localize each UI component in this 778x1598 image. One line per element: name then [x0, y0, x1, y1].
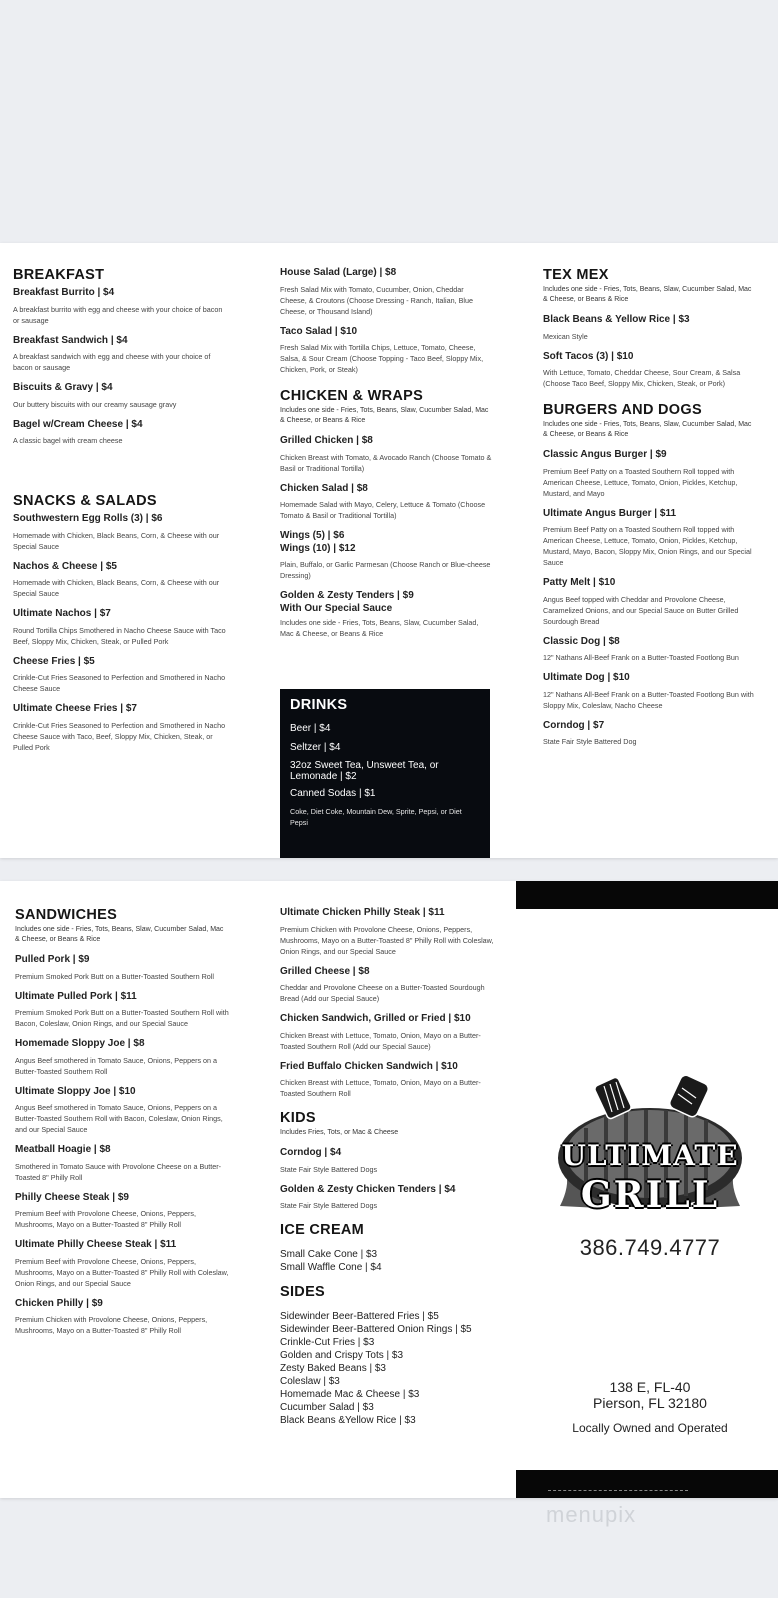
menu-item	[280, 966, 495, 1005]
menu-item	[15, 1192, 230, 1231]
item-name: Chicken Sandwich, Grilled or Fried | $10	[280, 1013, 471, 1024]
item-name: Taco Salad | $10	[280, 325, 358, 337]
item-name: Classic Dog | $8	[543, 635, 620, 647]
bottom-black-bar	[516, 1470, 778, 1498]
menu-item	[543, 314, 758, 342]
menu-item	[280, 907, 495, 957]
logo-text-top: ULTIMATE	[561, 1139, 739, 1172]
item-name: Wings (5) | $6	[280, 530, 345, 541]
watermark: menupix	[546, 1502, 637, 1527]
menu-item	[543, 636, 758, 664]
item-name: Corndog | $7	[543, 719, 605, 731]
sides-heading: SIDES	[280, 1284, 326, 1300]
menu-item	[15, 991, 230, 1030]
breakfast-items	[13, 287, 228, 446]
item-name: House Salad (Large) | $8	[280, 267, 397, 278]
divider	[548, 1490, 688, 1491]
menu-item	[15, 1239, 230, 1289]
menu-item	[13, 561, 228, 600]
menu-item	[13, 419, 228, 447]
menu-panel-bottom	[0, 881, 778, 1498]
menu-item	[280, 435, 492, 474]
column-middle	[280, 907, 495, 1427]
menu-item	[15, 954, 230, 982]
menu-item	[13, 656, 228, 695]
column-middle	[280, 267, 492, 648]
item-desc: A breakfast sandwich with egg and cheese with your choice of bacon or sausage	[13, 352, 211, 372]
item-name: Breakfast Sandwich | $4	[13, 334, 128, 346]
menu-item	[280, 1013, 495, 1052]
column-right	[543, 267, 758, 756]
menu-item	[13, 703, 228, 753]
item-name: Soft Tacos (3) | $10	[543, 350, 634, 362]
menu-item	[13, 382, 228, 410]
drink-item: 32oz Sweet Tea, Unsweet Tea, or Lemonade | $2	[290, 760, 439, 782]
logo-text	[540, 1139, 760, 1216]
item-desc: With Lettuce, Tomato, Cheddar Cheese, Sour Cream, & Salsa (Choose Taco Beef, Sloppy Mix, Chicken, Steak, or Pork)	[543, 368, 741, 388]
kids-note: Includes Fries, Tots, or Mac & Cheese	[280, 1129, 399, 1136]
tex-mex-heading: TEX MEX	[543, 267, 609, 283]
item-desc: Homemade with Chicken, Black Beans, Corn, & Cheese with our Special Sauce	[13, 578, 220, 598]
contact-block	[540, 1235, 760, 1435]
menu-item	[15, 1144, 230, 1183]
menu-item	[13, 513, 228, 552]
side-item: Sidewinder Beer-Battered Fries | $5	[280, 1311, 439, 1322]
item-name: Ultimate Chicken Philly Steak | $11	[280, 907, 445, 918]
chicken-items	[280, 435, 492, 639]
side-item: Sidewinder Beer-Battered Onion Rings | $5	[280, 1324, 472, 1335]
drinks-box	[280, 689, 490, 858]
item-desc: Fresh Salad Mix with Tortilla Chips, Lettuce, Tomato, Cheese, Salsa, & Sour Cream (Choose Topping - Taco Beef, Sloppy Mix, Chicken, Pork, or Steak)	[280, 343, 484, 374]
item-name: Ultimate Cheese Fries | $7	[13, 703, 137, 714]
burger-items	[543, 449, 758, 747]
item-desc: Crinkle-Cut Fries Seasoned to Perfection and Smothered in Nacho Cheese Sauce	[13, 673, 226, 693]
snacks-heading: SNACKS & SALADS	[13, 493, 157, 509]
item-desc: Our buttery biscuits with our creamy sausage gravy	[13, 399, 177, 409]
item-name: Golden & Zesty Tenders | $9	[280, 590, 414, 601]
menu-panel-top	[0, 243, 778, 858]
item-desc: Homemade Salad with Mayo, Celery, Lettuce & Tomato (Choose Tomato & Basil or Traditional Tortilla)	[280, 500, 486, 520]
tex-mex-note: Includes one side - Fries, Tots, Beans, Slaw, Cucumber Salad, Mac & Cheese, or Beans & Rice	[543, 286, 752, 303]
menu-item	[280, 1184, 495, 1212]
item-desc: State Fair Style Battered Dogs	[280, 1201, 378, 1210]
burgers-dogs-heading: BURGERS AND DOGS	[543, 402, 702, 418]
menu-item	[15, 1298, 230, 1337]
item-name: Philly Cheese Steak | $9	[15, 1191, 129, 1203]
item-desc: Chicken Breast with Lettuce, Tomato, Onion, Mayo on a Butter-Toasted Southern Roll (Add our Special Sauce)	[280, 1030, 481, 1051]
item-desc: State Fair Style Battered Dog	[543, 737, 637, 746]
menu-item	[280, 1147, 495, 1175]
item-name: Chicken Salad | $8	[280, 482, 368, 494]
drink-item: Canned Sodas | $1	[290, 788, 376, 799]
item-name: Homemade Sloppy Joe | $8	[15, 1038, 145, 1049]
item-name: Chicken Philly | $9	[15, 1297, 103, 1309]
item-name: Cheese Fries | $5	[13, 655, 95, 667]
snacks-items	[13, 513, 228, 753]
item-desc: Plain, Buffalo, or Garlic Parmesan (Choose Ranch or Blue-cheese Dressing)	[280, 560, 491, 580]
side-item: Black Beans &Yellow Rice | $3	[280, 1415, 416, 1426]
menu-item	[543, 672, 758, 711]
item-desc: Premium Beef with Provolone Cheese, Onions, Peppers, Mushrooms, Mayo on a Butter-Toasted 8" Philly Roll with Coleslaw, Onion Rings, and our Special Sauce	[15, 1256, 229, 1288]
address-line-1: 138 E, FL-40	[609, 1379, 691, 1395]
item-desc: Premium Smoked Pork Butt on a Butter-Toasted Southern Roll	[15, 971, 214, 981]
menu-item	[543, 351, 758, 390]
item-name-2: With Our Special Sauce	[280, 602, 393, 614]
item-desc: Premium Chicken with Provolone Cheese, Onions, Peppers, Mushrooms, Mayo on a Butter-Toasted 8" Philly Roll with Coleslaw, Onion Rings, and our Special Sauce	[280, 924, 494, 956]
item-desc: Homemade with Chicken, Black Beans, Corn, & Cheese with our Special Sauce	[13, 530, 220, 551]
menu-item	[543, 720, 758, 748]
item-name: Ultimate Angus Burger | $11	[543, 507, 677, 519]
sandwiches-heading: SANDWICHES	[15, 907, 118, 923]
item-name: Biscuits & Gravy | $4	[13, 382, 113, 393]
item-desc: A classic bagel with cream cheese	[13, 436, 123, 445]
chicken-wraps-heading: CHICKEN & WRAPS	[280, 388, 424, 404]
ice-cream-heading: ICE CREAM	[280, 1222, 365, 1238]
item-desc: Round Tortilla Chips Smothered in Nacho Cheese Sauce with Taco Beef, Sloppy Mix, Chicken, Steak, or Pulled Pork	[13, 625, 226, 646]
breakfast-heading: BREAKFAST	[13, 267, 105, 283]
sandwiches-note: Includes one side - Fries, Tots, Beans, Slaw, Cucumber Salad, Mac & Cheese, or Beans & Rice	[15, 926, 224, 943]
ice-cream-item: Small Cake Cone | $3	[280, 1249, 378, 1260]
salad-items	[280, 267, 492, 375]
chicken-wraps-note: Includes one side - Fries, Tots, Beans, Slaw, Cucumber Salad, Mac & Cheese, or Beans & Rice	[280, 407, 489, 424]
item-desc: Smothered in Tomato Sauce with Provolone Cheese on a Butter-Toasted 8" Philly Roll	[15, 1161, 222, 1182]
item-desc: 12" Nathans All-Beef Frank on a Butter-Toasted Footlong Bun	[543, 653, 739, 662]
side-item: Coleslaw | $3	[280, 1376, 340, 1387]
drink-item: Beer | $4	[290, 723, 331, 734]
side-item: Golden and Crispy Tots | $3	[280, 1350, 404, 1361]
item-name: Breakfast Burrito | $4	[13, 287, 115, 298]
drink-item: Seltzer | $4	[290, 741, 341, 753]
side-item: Homemade Mac & Cheese | $3	[280, 1389, 420, 1400]
texmex-items	[543, 314, 758, 389]
top-black-bar	[516, 881, 778, 909]
item-name: Nachos & Cheese | $5	[13, 560, 117, 572]
menu-item	[13, 335, 228, 374]
item-desc: Includes one side - Fries, Tots, Beans, Slaw, Cucumber Salad, Mac & Cheese, or Beans & Rice	[280, 618, 479, 638]
item-desc: Chicken Breast with Tomato, & Avocado Ranch (Choose Tomato & Basil or Traditional Tortilla)	[280, 452, 492, 473]
menu-item	[280, 267, 492, 317]
item-desc: Premium Smoked Pork Butt on a Butter-Toasted Southern Roll with Bacon, Coleslaw, Onion Rings, and our Special Sauce	[15, 1008, 229, 1028]
menu-item	[280, 1061, 495, 1100]
menu-item	[13, 287, 228, 326]
item-desc: Angus Beef smothered in Tomato Sauce, Onions, Peppers on a Butter-Toasted Southern Roll	[15, 1055, 218, 1076]
item-name: Black Beans & Yellow Rice | $3	[543, 314, 690, 325]
item-name: Grilled Chicken | $8	[280, 435, 373, 446]
item-name: Grilled Cheese | $8	[280, 965, 370, 977]
kids-items	[280, 1147, 495, 1211]
item-desc: A breakfast burrito with egg and cheese with your choice of bacon or sausage	[13, 304, 223, 325]
item-name: Pulled Pork | $9	[15, 954, 90, 965]
item-desc: Angus Beef smothered in Tomato Sauce, Onions, Peppers on a Butter-Toasted Southern Roll with Bacon, Coleslaw, Onion Rings, and our Special Sauce	[15, 1103, 223, 1134]
menu-item	[280, 326, 492, 376]
column-left	[13, 267, 228, 762]
item-name: Patty Melt | $10	[543, 577, 616, 588]
side-item: Zesty Baked Beans | $3	[280, 1363, 386, 1374]
menu-item	[543, 577, 758, 627]
phone-number: 386.749.4777	[579, 1235, 721, 1260]
ice-cream-item: Small Waffle Cone | $4	[280, 1262, 382, 1273]
item-name: Corndog | $4	[280, 1147, 342, 1158]
more-sandwich-items	[280, 907, 495, 1099]
item-name: Fried Buffalo Chicken Sandwich | $10	[280, 1060, 458, 1072]
menu-item	[280, 483, 492, 522]
item-name: Southwestern Egg Rolls (3) | $6	[13, 513, 163, 524]
burgers-dogs-note: Includes one side - Fries, Tots, Beans, Slaw, Cucumber Salad, Mac & Cheese, or Beans & Rice	[543, 421, 752, 438]
item-desc: Chicken Breast with Lettuce, Tomato, Onion, Mayo on a Butter-Toasted Southern Roll	[280, 1078, 481, 1098]
item-name: Meatball Hoagie | $8	[15, 1144, 111, 1155]
item-name: Golden & Zesty Chicken Tenders | $4	[280, 1183, 456, 1195]
item-desc: Fresh Salad Mix with Tomato, Cucumber, Onion, Cheddar Cheese, & Croutons (Choose Dressing - Ranch, Italian, Blue Cheese, or Thousand Island)	[280, 284, 473, 316]
logo-text-bottom: GRILL	[580, 1174, 720, 1216]
item-name: Ultimate Sloppy Joe | $10	[15, 1085, 136, 1097]
item-desc: Crinkle-Cut Fries Seasoned to Perfection and Smothered in Nacho Cheese Sauce with Taco, Beef, Sloppy Mix, Chicken, Steak, or Pulled Pork	[13, 720, 226, 752]
item-desc: Premium Beef Patty on a Toasted Southern Roll topped with American Cheese, Lettuce, Tomato, Onion, Pickles, Ketchup, Mustard, Mayo, Bacon, Sloppy Mix, Onion Rings, and our Special Sauce	[543, 525, 752, 567]
menu-item	[543, 449, 758, 499]
tagline: Locally Owned and Operated	[572, 1421, 728, 1435]
item-name: Ultimate Philly Cheese Steak | $11	[15, 1239, 177, 1250]
side-item: Crinkle-Cut Fries | $3	[280, 1337, 375, 1348]
item-name: Ultimate Dog | $10	[543, 672, 630, 683]
item-desc: State Fair Style Battered Dogs	[280, 1164, 378, 1174]
item-desc: Mexican Style	[543, 331, 588, 341]
item-desc: 12" Nathans All-Beef Frank on a Butter-Toasted Footlong Bun with Sloppy Mix, Coleslaw, Nacho Cheese	[543, 689, 754, 710]
item-name: Classic Angus Burger | $9	[543, 449, 667, 460]
item-desc: Premium Beef Patty on a Toasted Southern Roll topped with American Cheese, Lettuce, Tomato, Onion, Pickles, Ketchup, Mustard, and Mayo	[543, 466, 738, 498]
drink-desc: Coke, Diet Coke, Mountain Dew, Sprite, Pepsi, or Diet Pepsi	[290, 806, 462, 827]
item-desc: Cheddar and Provolone Cheese on a Butter-Toasted Sourdough Bread (Add our Special Sauce)	[280, 983, 485, 1003]
item-name: Ultimate Pulled Pork | $11	[15, 990, 137, 1002]
item-desc: Premium Beef with Provolone Cheese, Onions, Peppers, Mushrooms, Mayo on a Butter-Toasted 8" Philly Roll	[15, 1209, 196, 1229]
kids-heading: KIDS	[280, 1110, 316, 1126]
menu-item	[13, 608, 228, 647]
item-name: Bagel w/Cream Cheese | $4	[13, 418, 143, 430]
menu-item	[280, 530, 492, 581]
menu-item	[543, 508, 758, 569]
menu-item	[280, 590, 492, 639]
side-item: Cucumber Salad | $3	[280, 1402, 374, 1413]
menu-item	[15, 1038, 230, 1077]
column-left	[15, 907, 230, 1345]
item-name-2: Wings (10) | $12	[280, 542, 356, 554]
drinks-heading: DRINKS	[290, 697, 348, 713]
item-desc: Premium Chicken with Provolone Cheese, Onions, Peppers, Mushrooms, Mayo on a Butter-Toasted 8" Philly Roll	[15, 1315, 208, 1335]
item-desc: Angus Beef topped with Cheddar and Provolone Cheese, Caramelized Onions, and our Special Sauce on Butter Grilled Sourdough Bread	[543, 594, 739, 626]
address-line-2: Pierson, FL 32180	[593, 1395, 707, 1411]
menu-item	[15, 1086, 230, 1136]
item-name: Ultimate Nachos | $7	[13, 608, 111, 619]
sandwich-items	[15, 954, 230, 1336]
